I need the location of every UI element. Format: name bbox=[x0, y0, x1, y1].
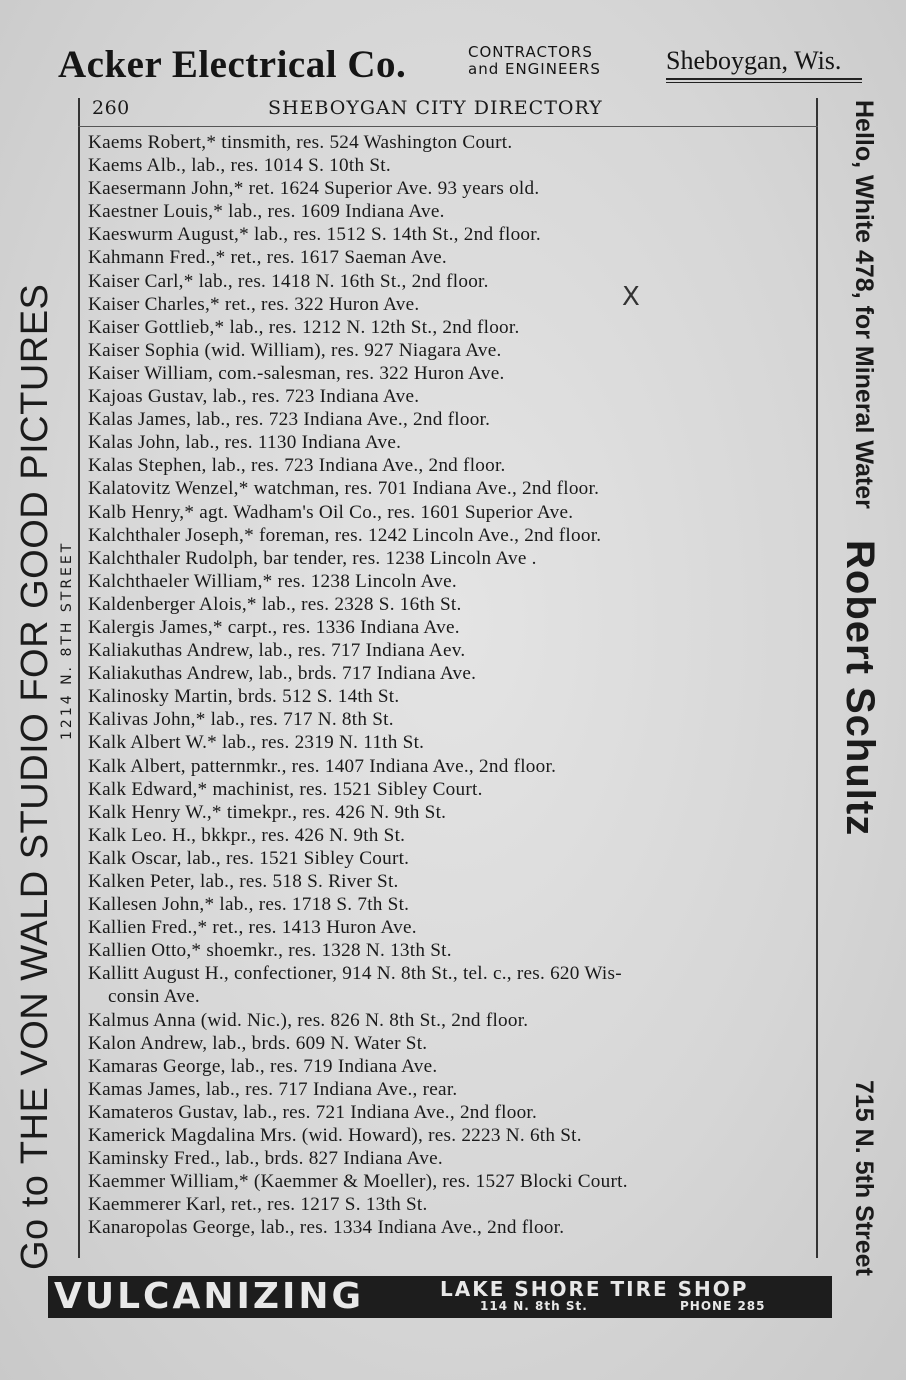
vulcanizing-text: VULCANIZING bbox=[54, 1276, 365, 1317]
header-rule bbox=[78, 126, 818, 127]
entry-text: Kalchthaler Rudolph, bar tender, res. 1238 Lincoln Ave . bbox=[88, 547, 537, 569]
directory-entry bbox=[88, 154, 818, 177]
entry-text: Kalas James, lab., res. 723 Indiana Ave., 2nd floor. bbox=[88, 409, 491, 431]
tire-shop-address: 114 N. 8th St. bbox=[480, 1299, 588, 1313]
directory-entry bbox=[88, 1170, 818, 1193]
tire-shop-phone: PHONE 285 bbox=[680, 1299, 766, 1313]
directory-entry bbox=[88, 477, 818, 500]
directory-entry bbox=[88, 246, 818, 269]
running-head: SHEBOYGAN CITY DIRECTORY bbox=[268, 97, 603, 119]
ad-rule bbox=[666, 82, 862, 83]
entry-text: Kaiser Charles,* ret., res. 322 Huron Ave. bbox=[88, 293, 420, 315]
ad-trade-line2: and ENGINEERS bbox=[468, 60, 601, 78]
directory-entry bbox=[88, 293, 818, 316]
entry-text: Kallien Fred.,* ret., res. 1413 Huron Ave. bbox=[88, 917, 417, 939]
entry-text: Kahmann Fred.,* ret., res. 1617 Saeman Ave. bbox=[88, 247, 447, 269]
entry-text: Kallitt August H., confectioner, 914 N. 8th St., tel. c., res. 620 Wis- bbox=[88, 963, 622, 985]
directory-entry bbox=[88, 755, 818, 778]
entry-text: Kalas Stephen, lab., res. 723 Indiana Ave., 2nd floor. bbox=[88, 455, 506, 477]
entry-text: Kalb Henry,* agt. Wadham's Oil Co., res. 1601 Superior Ave. bbox=[88, 501, 574, 523]
entry-continuation: consin Ave. bbox=[108, 986, 200, 1008]
directory-entry bbox=[88, 408, 818, 431]
ad-city: Sheboygan, Wis. bbox=[666, 46, 842, 75]
directory-entry bbox=[88, 916, 818, 939]
directory-entry bbox=[88, 824, 818, 847]
entry-text: Kaiser Gottlieb,* lab., res. 1212 N. 12th St., 2nd floor. bbox=[88, 316, 520, 338]
ad-company-name: Acker Electrical Co. bbox=[58, 43, 407, 86]
ad-trade bbox=[468, 44, 601, 78]
entry-text: Kalon Andrew, lab., brds. 609 N. Water St. bbox=[88, 1032, 428, 1054]
entry-text: Kaeswurm August,* lab., res. 1512 S. 14th St., 2nd floor. bbox=[88, 224, 541, 246]
entry-text: Kalchthaler Joseph,* foreman, res. 1242 Lincoln Ave., 2nd floor. bbox=[88, 524, 602, 546]
directory-listing bbox=[88, 131, 818, 1240]
entry-text: Kaiser Carl,* lab., res. 1418 N. 16th St., 2nd floor. bbox=[88, 270, 489, 292]
entry-text: Kaiser Sophia (wid. William), res. 927 Niagara Ave. bbox=[88, 339, 502, 361]
studio-ad-address: 1214 N. 8TH STREET bbox=[59, 540, 75, 740]
acker-electrical-ad bbox=[58, 40, 868, 90]
entry-text: Kalmus Anna (wid. Nic.), res. 826 N. 8th St., 2nd floor. bbox=[88, 1009, 529, 1031]
directory-entry bbox=[88, 1055, 818, 1078]
directory-entry bbox=[88, 316, 818, 339]
von-wald-studio-ad bbox=[14, 110, 84, 1270]
entry-text: Kalivas John,* lab., res. 717 N. 8th St. bbox=[88, 709, 394, 731]
directory-entry bbox=[88, 939, 818, 962]
directory-entry bbox=[88, 962, 818, 1008]
entry-text: Kalken Peter, lab., res. 518 S. River St. bbox=[88, 871, 399, 892]
studio-ad-text: Go to THE VON WALD STUDIO FOR GOOD PICTURES bbox=[14, 283, 56, 1270]
directory-entry bbox=[88, 200, 818, 223]
ad-rule bbox=[666, 78, 862, 80]
entry-text: Kalk Albert W.* lab., res. 2319 N. 11th St. bbox=[88, 732, 425, 754]
entry-text: Kalergis James,* carpt., res. 1336 Indiana Ave. bbox=[88, 616, 460, 638]
directory-entry bbox=[88, 339, 818, 362]
tire-shop-name: LAKE SHORE TIRE SHOP bbox=[440, 1277, 749, 1301]
directory-entry bbox=[88, 870, 818, 893]
tire-shop-ad bbox=[48, 1276, 832, 1318]
entry-text: Kamas James, lab., res. 717 Indiana Ave., rear. bbox=[88, 1078, 458, 1100]
entry-text: Kamateros Gustav, lab., res. 721 Indiana Ave., 2nd floor. bbox=[88, 1101, 538, 1123]
handwritten-check-mark: X bbox=[622, 282, 640, 312]
entry-text: Kaiser William, com.-salesman, res. 322 Huron Ave. bbox=[88, 362, 505, 384]
entry-text: Kalk Henry W.,* timekpr., res. 426 N. 9th St. bbox=[88, 801, 447, 823]
entry-text: Kaminsky Fred., lab., brds. 827 Indiana Ave. bbox=[88, 1148, 443, 1170]
entry-text: Kaestner Louis,* lab., res. 1609 Indiana Ave. bbox=[88, 201, 445, 223]
entry-text: Kalatovitz Wenzel,* watchman, res. 701 Indiana Ave., 2nd floor. bbox=[88, 478, 600, 500]
directory-entry bbox=[88, 385, 818, 408]
entry-text: Kaems Robert,* tinsmith, res. 524 Washington Court. bbox=[88, 132, 513, 153]
schultz-name: Robert Schultz bbox=[838, 540, 882, 837]
directory-entry bbox=[88, 362, 818, 385]
ad-trade-line1: CONTRACTORS bbox=[468, 43, 593, 61]
directory-entry bbox=[88, 1147, 818, 1170]
entry-text: Kalk Edward,* machinist, res. 1521 Sibley Court. bbox=[88, 778, 483, 800]
directory-entry bbox=[88, 547, 818, 570]
directory-entry bbox=[88, 431, 818, 454]
directory-entry bbox=[88, 1124, 818, 1147]
directory-entry bbox=[88, 1032, 818, 1055]
schultz-street: 715 N. 5th Street bbox=[850, 1080, 878, 1276]
directory-entry bbox=[88, 501, 818, 524]
directory-entry bbox=[88, 616, 818, 639]
entry-text: Kaems Alb., lab., res. 1014 S. 10th St. bbox=[88, 155, 391, 177]
directory-entry bbox=[88, 131, 818, 154]
entry-text: Kaemmer William,* (Kaemmer & Moeller), res. 1527 Blocki Court. bbox=[88, 1171, 628, 1193]
directory-entry bbox=[88, 662, 818, 685]
robert-schultz-ad bbox=[812, 100, 882, 1276]
entry-text: Kalk Albert, patternmkr., res. 1407 Indiana Ave., 2nd floor. bbox=[88, 755, 557, 777]
entry-text: Kalas John, lab., res. 1130 Indiana Ave. bbox=[88, 432, 402, 454]
entry-text: Kaliakuthas Andrew, lab., brds. 717 Indiana Ave. bbox=[88, 663, 477, 685]
entry-text: Kalinosky Martin, brds. 512 S. 14th St. bbox=[88, 686, 400, 708]
entry-text: Kaldenberger Alois,* lab., res. 2328 S. 16th St. bbox=[88, 593, 462, 615]
directory-entry bbox=[88, 1009, 818, 1032]
directory-entry bbox=[88, 593, 818, 616]
directory-entry bbox=[88, 708, 818, 731]
directory-entry bbox=[88, 893, 818, 916]
entry-text: Kaesermann John,* ret. 1624 Superior Ave. 93 years old. bbox=[88, 178, 540, 200]
directory-entry bbox=[88, 177, 818, 200]
entry-text: Kalchthaeler William,* res. 1238 Lincoln Ave. bbox=[88, 570, 457, 592]
directory-entry bbox=[88, 639, 818, 662]
directory-entry bbox=[88, 1078, 818, 1101]
entry-text: Kamerick Magdalina Mrs. (wid. Howard), res. 2223 N. 6th St. bbox=[88, 1125, 582, 1147]
directory-entry bbox=[88, 847, 818, 870]
directory-entry bbox=[88, 223, 818, 246]
entry-text: Kallesen John,* lab., res. 1718 S. 7th St. bbox=[88, 894, 410, 916]
directory-entry bbox=[88, 454, 818, 477]
directory-entry bbox=[88, 685, 818, 708]
entry-text: Kalk Leo. H., bkkpr., res. 426 N. 9th St. bbox=[88, 824, 406, 846]
entry-text: Kalk Oscar, lab., res. 1521 Sibley Court. bbox=[88, 847, 410, 869]
entry-text: Kaliakuthas Andrew, lab., res. 717 Indiana Aev. bbox=[88, 640, 466, 662]
entry-text: Kaemmerer Karl, ret., res. 1217 S. 13th St. bbox=[88, 1194, 428, 1216]
directory-entry bbox=[88, 1101, 818, 1124]
directory-entry bbox=[88, 778, 818, 801]
directory-entry bbox=[88, 524, 818, 547]
directory-entry bbox=[88, 731, 818, 754]
entry-text: Kamaras George, lab., res. 719 Indiana Ave. bbox=[88, 1055, 438, 1077]
page-number: 260 bbox=[92, 97, 130, 119]
directory-entry bbox=[88, 1193, 818, 1216]
entry-text: Kajoas Gustav, lab., res. 723 Indiana Ave. bbox=[88, 386, 420, 408]
entry-text: Kanaropolas George, lab., res. 1334 Indiana Ave., 2nd floor. bbox=[88, 1217, 565, 1239]
directory-entry bbox=[88, 1216, 818, 1239]
directory-entry bbox=[88, 570, 818, 593]
directory-entry bbox=[88, 801, 818, 824]
entry-text: Kallien Otto,* shoemkr., res. 1328 N. 13th St. bbox=[88, 940, 452, 962]
directory-entry bbox=[88, 270, 818, 293]
mineral-water-text: Hello, White 478, for Mineral Water bbox=[850, 100, 878, 509]
